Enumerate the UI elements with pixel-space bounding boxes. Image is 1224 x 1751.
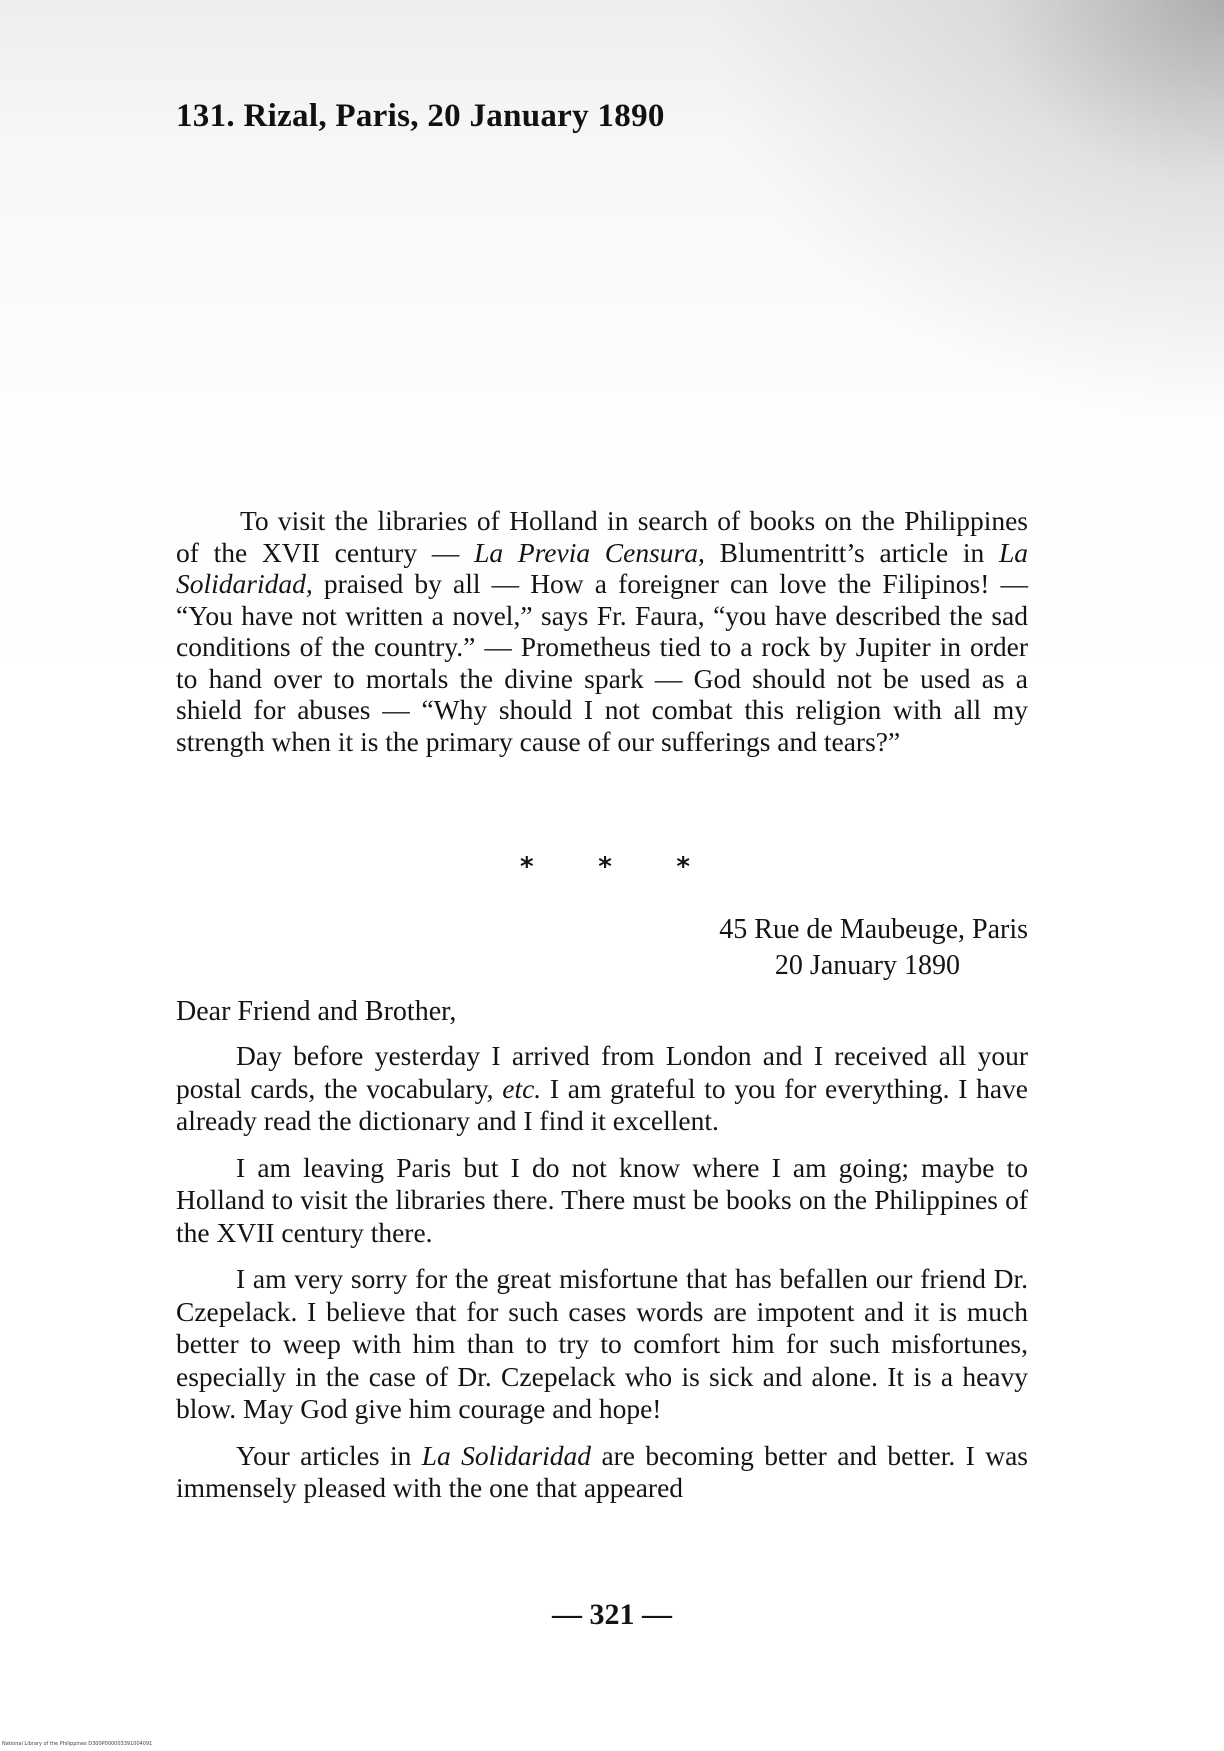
letter-address <box>640 912 1028 984</box>
separator-star: * <box>676 852 690 882</box>
letter-body <box>176 1040 1028 1519</box>
body-text: Day before yesterday I arrived from London and I received all your postal cards, the vocabulary, <box>176 1040 1028 1104</box>
body-text: I am grateful to you for everything. I have already read the dictionary and I find it excellent. <box>176 1072 1029 1136</box>
separator-star: * <box>598 852 612 882</box>
section-separator <box>520 852 690 882</box>
synopsis-italic-2: La Solidaridad, <box>176 536 1029 599</box>
synopsis-text-1: To visit the libraries of Holland in search of books on the Philippines of the XVII century — <box>176 505 1028 568</box>
body-paragraph <box>176 1040 1028 1138</box>
body-paragraph <box>176 1440 1028 1505</box>
letter-date: 20 January 1890 <box>774 950 960 981</box>
letter-heading: 131. Rizal, Paris, 20 January 1890 <box>176 98 665 134</box>
body-text: Your articles in <box>236 1439 422 1471</box>
body-paragraph: I am leaving Paris but I do not know where I am going; maybe to Holland to visit the libraries there. There must be books on the Philippines of the XVII century there. <box>176 1151 1028 1248</box>
letter-synopsis <box>176 505 1028 757</box>
body-italic: etc. <box>502 1072 542 1104</box>
separator-star: * <box>520 852 534 882</box>
synopsis-text-3: praised by all — How a foreigner can love the Filipinos! — “You have not written a novel,” says Fr. Faura, “you have described the sad conditions of the country.” — Prometheus tied to a rock by Jupiter in order to hand over to mortals the divine spark — God should not be used as a shield for abuses — “Why should I not combat this religion with all my strength when it is the primary cause of our sufferings and tears?” <box>176 568 1028 757</box>
synopsis-italic-1: La Previa Censura, <box>474 536 705 568</box>
address-line: 45 Rue de Maubeuge, Paris <box>719 914 1028 945</box>
body-text: are becoming better and better. I was immensely pleased with the one that appeared <box>176 1439 1028 1503</box>
letter-salutation: Dear Friend and Brother, <box>176 996 457 1027</box>
page-number: — 321 — <box>552 1598 672 1631</box>
body-paragraph: I am very sorry for the great misfortune that has befallen our friend Dr. Czepelack. I believe that for such cases words are impotent and it is much better to weep with him than to try to comfort him for such misfortunes, especially in the case of Dr. Czepelack who is sick and alone. It is a heavy blow. May God give him courage and hope! <box>176 1263 1028 1424</box>
synopsis-text-2: Blumentritt’s article in <box>704 536 999 568</box>
body-italic: La Solidaridad <box>421 1439 592 1471</box>
archive-stamp: National Library of the Philippines D300P000003391004091 <box>2 1741 153 1747</box>
